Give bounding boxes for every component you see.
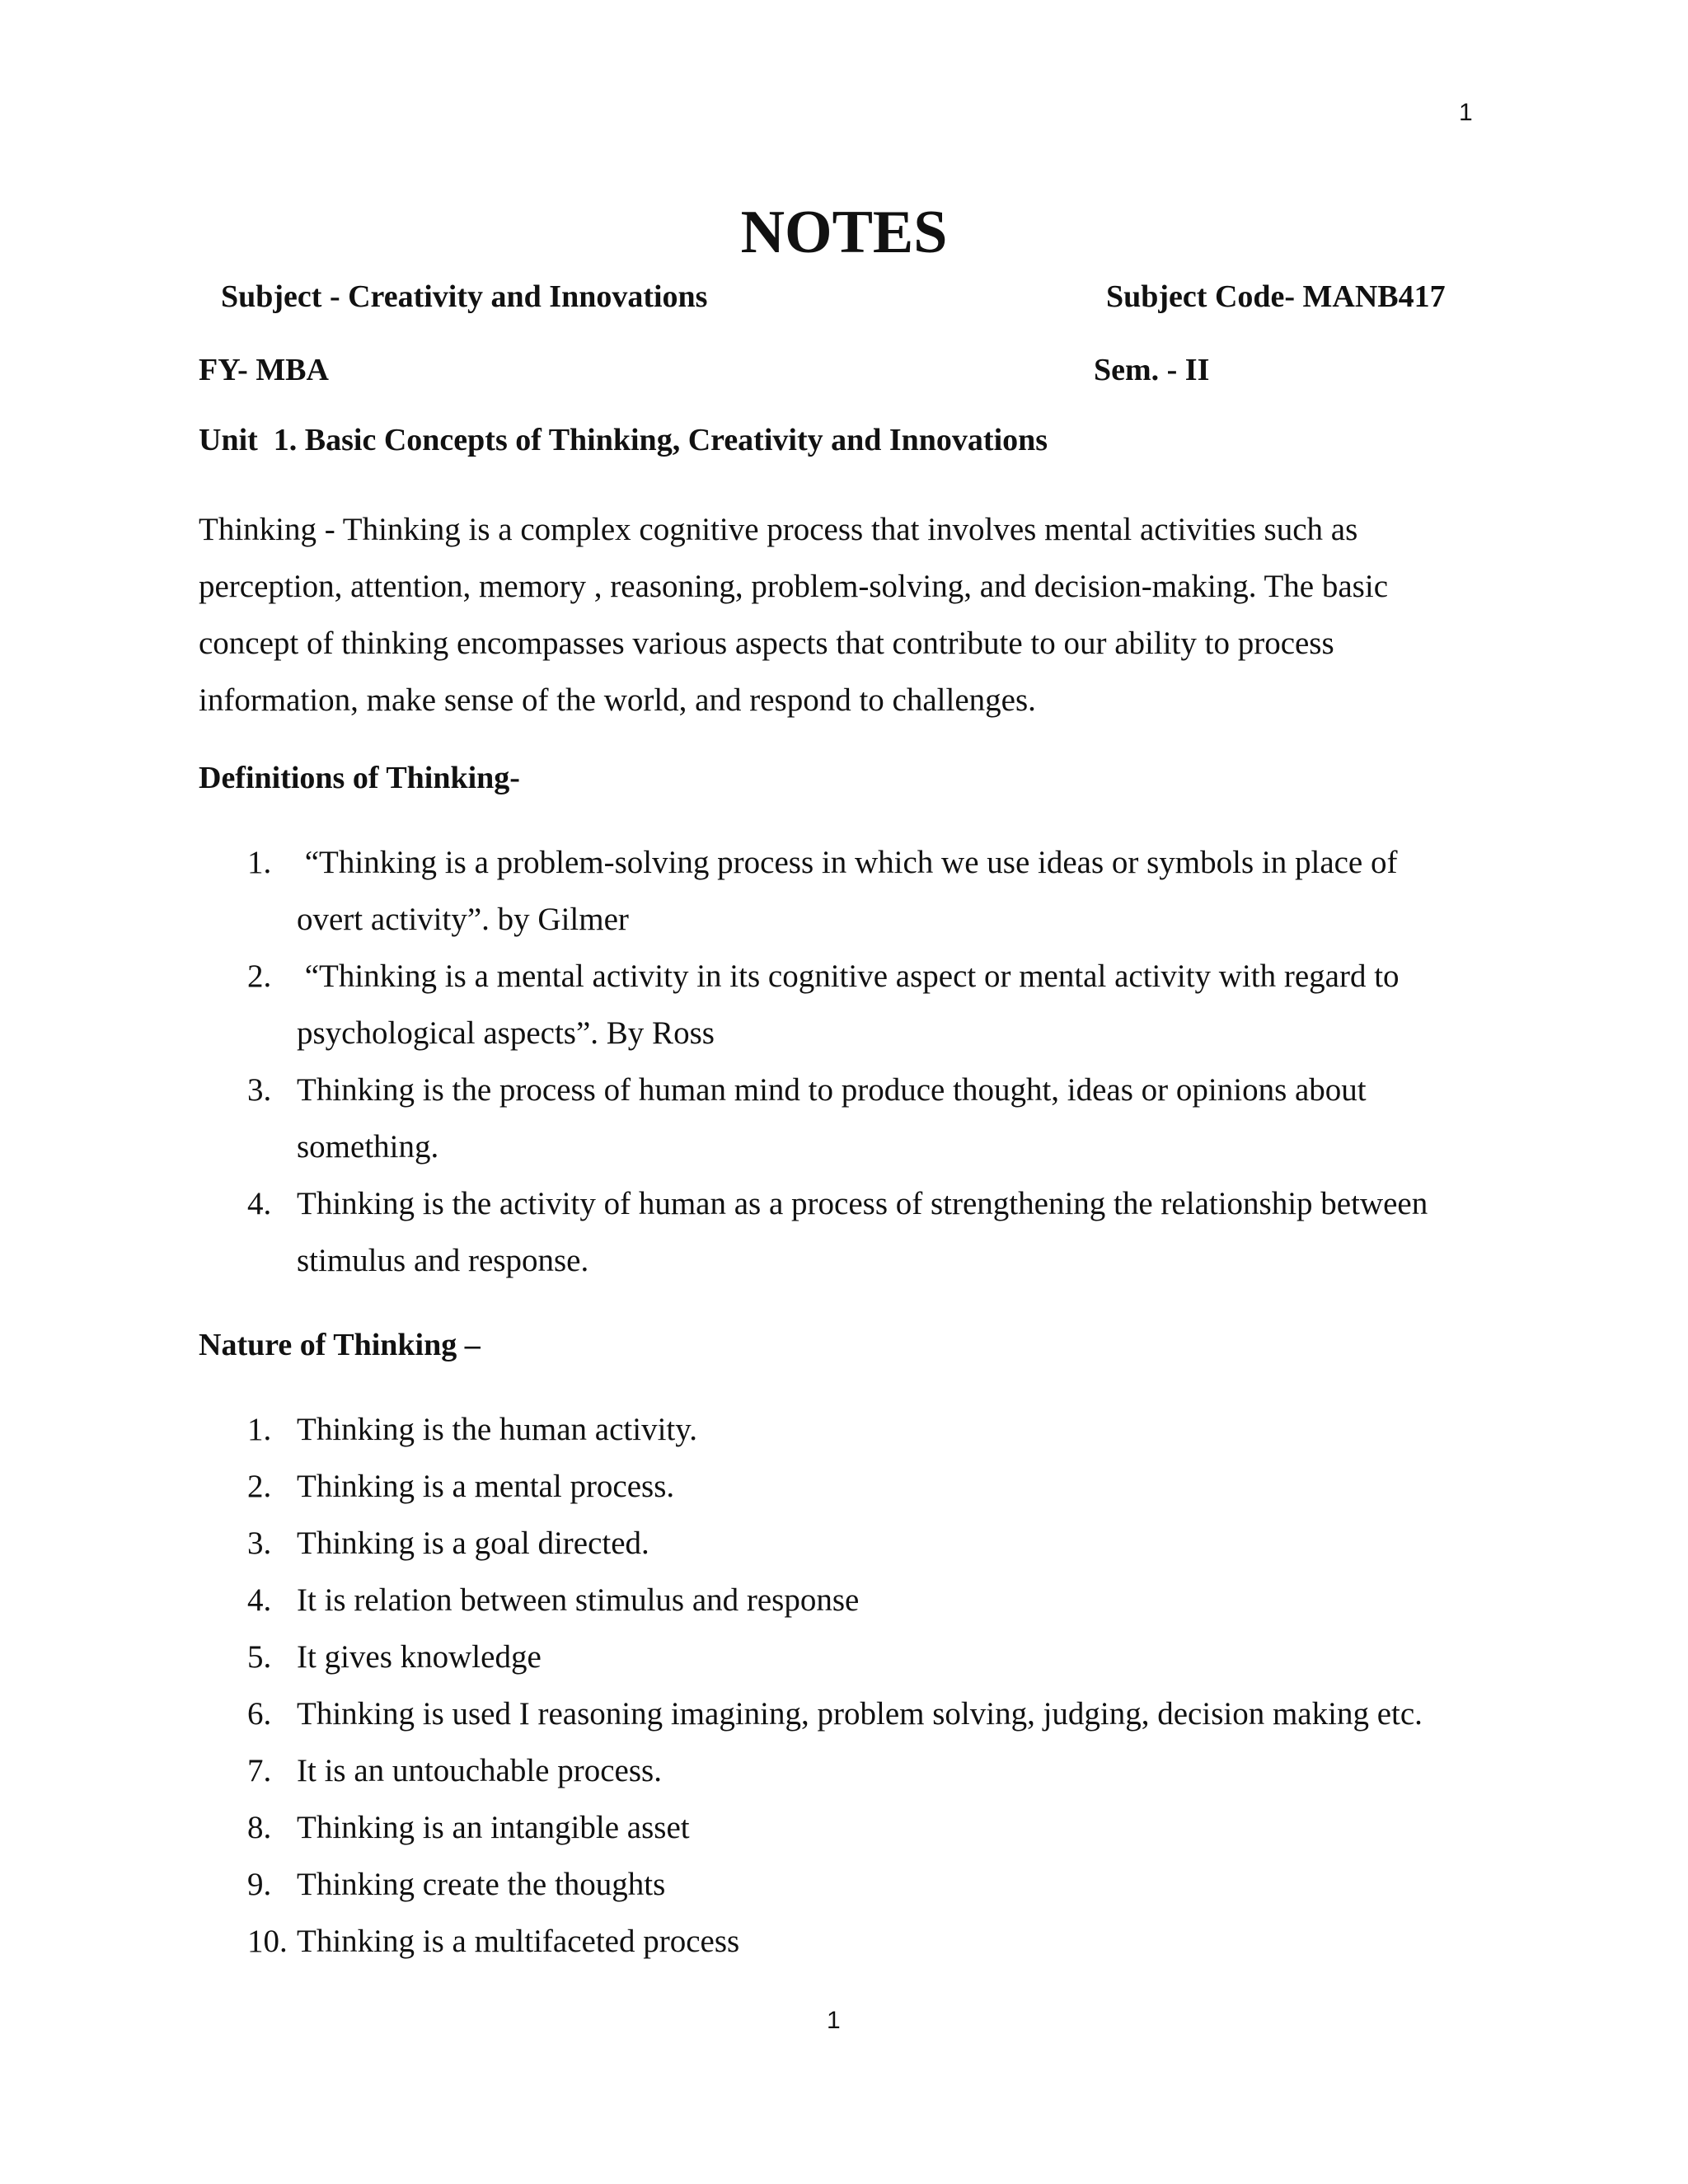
nature-list [0, 1401, 1688, 1970]
list-item-text: Thinking is a goal directed. [297, 1526, 649, 1561]
list-item-text: Thinking is an intangible asset [297, 1810, 690, 1845]
list-item-text: Thinking is a mental process. [297, 1469, 675, 1504]
list-item: 1. “Thinking is a problem-solving process in which we use ideas or symbols in place of overt activity”. by Gilmer [0, 834, 1688, 948]
list-item-text [297, 1175, 1688, 1289]
list-item: 2. Thinking is a mental process. [0, 1458, 1688, 1515]
list-item: 2. “Thinking is a mental activity in its cognitive aspect or mental activity with regard to psychological aspects”. By Ross [0, 948, 1688, 1062]
list-item: 9. Thinking create the thoughts [0, 1856, 1688, 1913]
list-item: 3. Thinking is a goal directed. [0, 1515, 1688, 1572]
list-line: Thinking is the activity of human as a process of strengthening the relationship between [297, 1186, 1428, 1221]
subject-code-label: Subject Code- MANB417 [1106, 279, 1446, 314]
document-title: NOTES [740, 199, 948, 266]
list-item-text: It gives knowledge [297, 1639, 542, 1675]
list-line: Thinking is the process of human mind to produce thought, ideas or opinions about [297, 1072, 1367, 1108]
definitions-heading: Definitions of Thinking- [199, 761, 520, 795]
list-item-text: Thinking is the human activity. [297, 1412, 697, 1447]
list-item: 3. Thinking is the process of human mind to produce thought, ideas or opinions about something. [0, 1062, 1688, 1175]
list-item-text [297, 834, 1688, 948]
list-item: 8. Thinking is an intangible asset [0, 1799, 1688, 1856]
page-number-top: 1 [1459, 99, 1473, 126]
list-item: 4. Thinking is the activity of human as a process of strengthening the relationship between stimulus and response. [0, 1175, 1688, 1289]
list-line: something. [297, 1129, 439, 1165]
list-item-text: It is an untouchable process. [297, 1753, 662, 1788]
list-item-text: Thinking is a multifaceted process [297, 1924, 740, 1959]
unit-heading: Unit 1. Basic Concepts of Thinking, Creativity and Innovations [199, 423, 1048, 457]
intro-line: Thinking - Thinking is a complex cognitive process that involves mental activities such as [199, 512, 1358, 547]
list-line: overt activity”. by Gilmer [297, 902, 629, 937]
list-item: 10. Thinking is a multifaceted process [0, 1913, 1688, 1970]
list-item: 7. It is an untouchable process. [0, 1742, 1688, 1799]
list-item-text: Thinking create the thoughts [297, 1867, 666, 1902]
nature-heading: Nature of Thinking – [199, 1328, 481, 1362]
list-item: 4. It is relation between stimulus and response [0, 1572, 1688, 1629]
subject-label: Subject - Creativity and Innovations [221, 279, 708, 314]
intro-line: perception, attention, memory , reasoning, problem-solving, and decision-making. The basic [199, 569, 1388, 604]
list-item: 5. It gives knowledge [0, 1629, 1688, 1685]
list-item-text: Thinking is used I reasoning imagining, problem solving, judging, decision making etc. [297, 1696, 1423, 1732]
definitions-list [0, 834, 1688, 1289]
list-item-text [297, 948, 1688, 1062]
program-label: FY- MBA [199, 353, 329, 387]
list-line: “Thinking is a problem-solving process in which we use ideas or symbols in place of [297, 845, 1398, 880]
intro-paragraph [199, 501, 1484, 729]
list-item: 1. Thinking is the human activity. [0, 1401, 1688, 1458]
list-item-text: It is relation between stimulus and response [297, 1582, 860, 1618]
semester-label: Sem. - II [1094, 353, 1210, 387]
intro-line: information, make sense of the world, and respond to challenges. [199, 682, 1036, 718]
list-item: 6. Thinking is used I reasoning imagining, problem solving, judging, decision making etc. [0, 1685, 1688, 1742]
list-line: “Thinking is a mental activity in its cognitive aspect or mental activity with regard to [297, 958, 1400, 994]
list-line: psychological aspects”. By Ross [297, 1015, 715, 1051]
intro-line: concept of thinking encompasses various aspects that contribute to our ability to process [199, 626, 1334, 661]
list-line: stimulus and response. [297, 1243, 589, 1278]
list-item-text [297, 1062, 1688, 1175]
page-number-bottom: 1 [827, 2007, 841, 2034]
